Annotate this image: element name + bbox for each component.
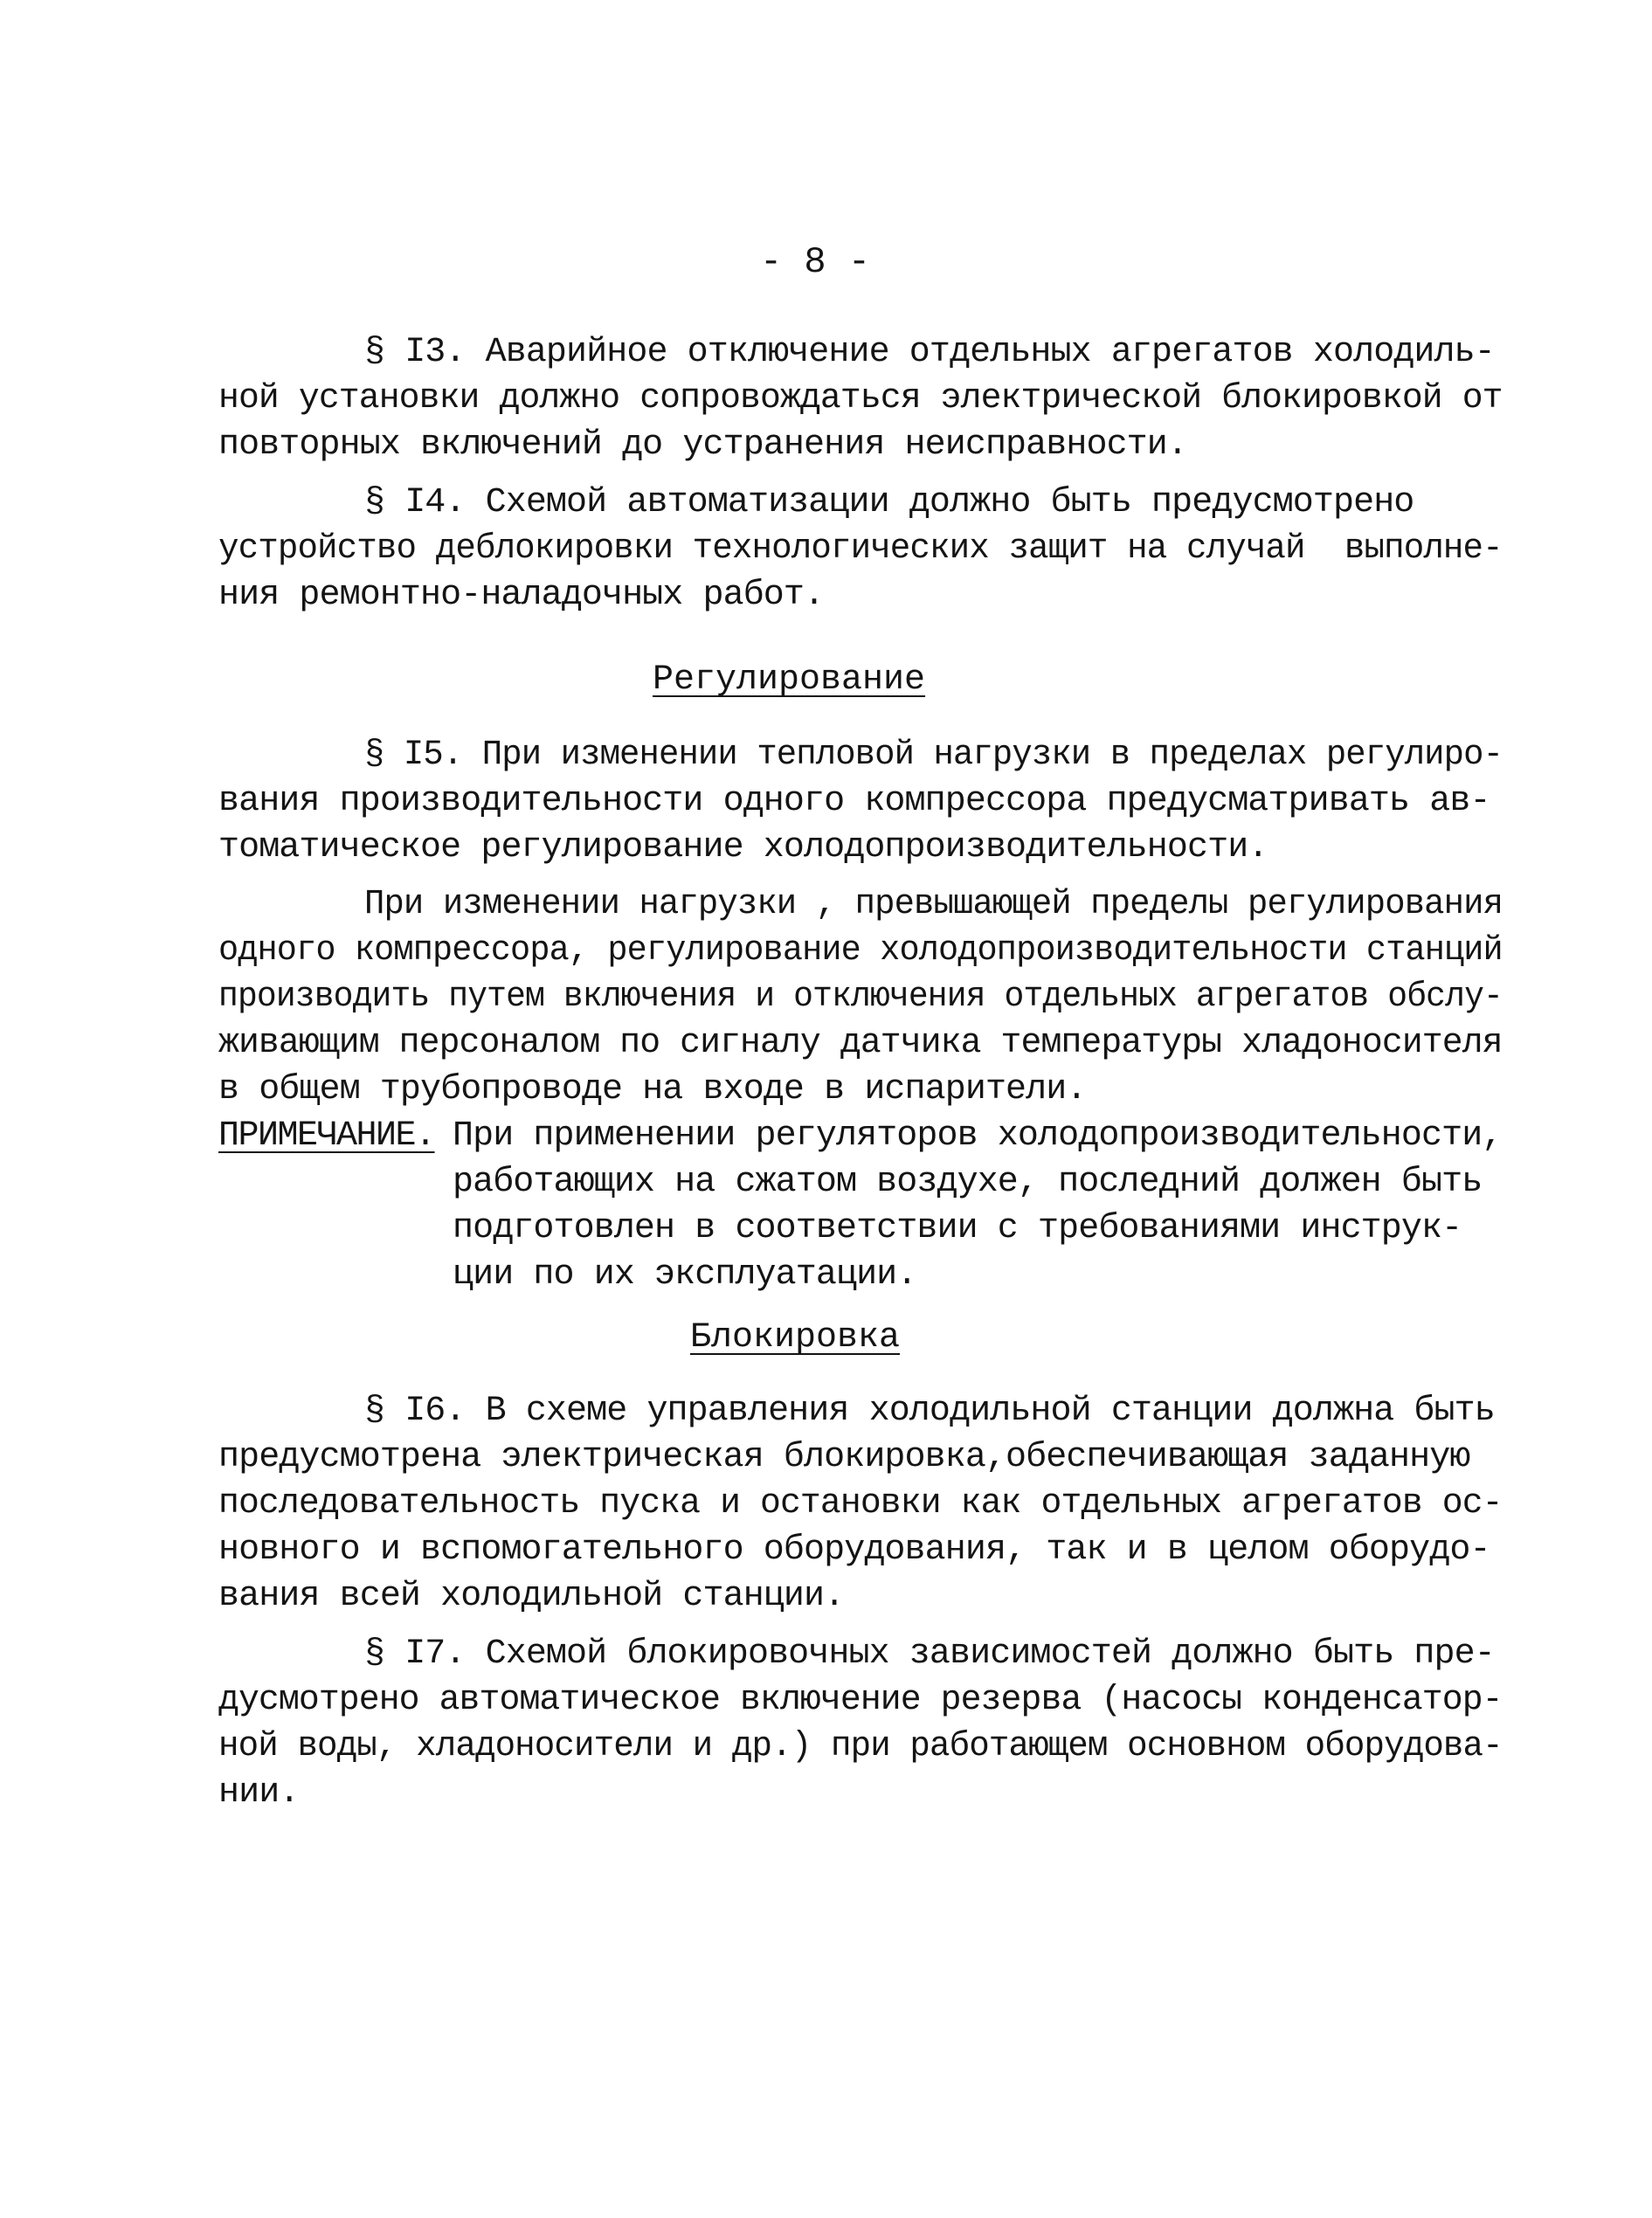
paragraph-14-line-2: устройство деблокировки технологических защит на случай выполне- <box>218 529 1503 569</box>
paragraph-16-line-1: § I6. В схеме управления холодильной станции должна быть <box>364 1392 1495 1431</box>
paragraph-16-line-5: вания всей холодильной станции. <box>218 1577 845 1616</box>
paragraph-17-line-1: § I7. Схемой блокировочных зависимостей должно быть пре- <box>364 1634 1495 1674</box>
paragraph-15-line-1: § I5. При изменении тепловой нагрузки в пределах регулиро- <box>364 736 1503 775</box>
heading-regulation: Регулирование <box>653 660 926 700</box>
paragraph-15b-line-5: в общем трубопроводе на входе в испарители. <box>218 1070 1087 1109</box>
heading-blocking: Блокировка <box>690 1318 901 1358</box>
paragraph-14-line-3: ния ремонтно-наладочных работ. <box>218 576 825 615</box>
note-line-1: При применении регуляторов холодопроизводительности, <box>453 1116 1503 1156</box>
note-line-3: подготовлен в соответствии с требованиями инструк- <box>453 1209 1462 1248</box>
note-label: ПРИМЕЧАНИЕ. <box>218 1116 435 1156</box>
paragraph-16-line-2: предусмотрена электрическая блокировка,обеспечивающая заданную <box>218 1438 1470 1477</box>
paragraph-13-line-1: § I3. Аварийное отключение отдельных агрегатов холодиль- <box>364 333 1495 372</box>
paragraph-15b-line-4: живающим персоналом по сигналу датчика температуры хладоносителя <box>218 1024 1503 1063</box>
note-line-4: ции по их эксплуатации. <box>453 1255 917 1295</box>
paragraph-14-line-1: § I4. Схемой автоматизации должно быть предусмотрено <box>364 483 1414 522</box>
paragraph-15b-line-1: При изменении нагрузки , превышающей пределы регулирования <box>364 885 1503 924</box>
note-line-2: работающих на сжатом воздухе, последний должен быть <box>453 1163 1483 1202</box>
paragraph-15-line-3: томатическое регулирование холодопроизводительности. <box>218 828 1268 867</box>
paragraph-17-line-2: дусмотрено автоматическое включение резерва (насосы конденсатор- <box>218 1681 1503 1720</box>
paragraph-15-line-2: вания производительности одного компрессора предусматривать ав- <box>218 782 1490 821</box>
paragraph-15b-line-2: одного компрессора, регулирование холодопроизводительности станций <box>218 931 1503 971</box>
paragraph-16-line-3: последовательность пуска и остановки как отдельных агрегатов ос- <box>218 1484 1503 1524</box>
paragraph-16-line-4: новного и вспомогательного оборудования, так и в целом оборудо- <box>218 1530 1490 1570</box>
paragraph-15b-line-3: производить путем включения и отключения отдельных агрегатов обслу- <box>218 978 1503 1017</box>
paragraph-17-line-4: нии. <box>218 1773 300 1813</box>
paragraph-13-line-2: ной установки должно сопровождаться электрической блокировкой от <box>218 379 1503 418</box>
page-number: - 8 - <box>760 241 871 283</box>
paragraph-17-line-3: ной воды, хладоносители и др.) при работающем основном оборудова- <box>218 1727 1503 1766</box>
paragraph-13-line-3: повторных включений до устранения неисправности. <box>218 425 1187 465</box>
